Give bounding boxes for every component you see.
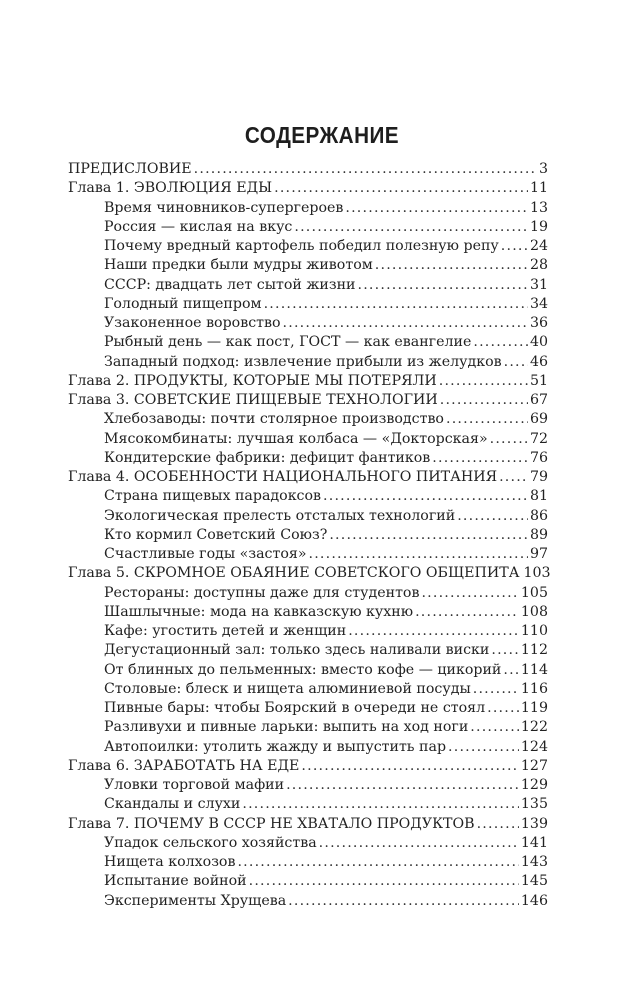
toc-section-entry [68,718,548,737]
dot-leader [288,892,519,911]
dot-leader [323,487,528,506]
toc-section-entry [68,487,548,506]
entry-title: Скандалы и слухи [104,796,241,813]
entry-page-number: 86 [529,507,548,524]
dot-leader [457,507,528,526]
toc-section-entry [68,449,548,468]
entry-page-number: 69 [529,411,548,428]
toc-section-entry [68,738,548,757]
entry-title: Страна пищевых парадоксов [104,488,322,505]
entry-title: Россия — кислая на вкус [104,218,293,235]
dot-leader [446,410,528,429]
entry-page-number: 139 [520,815,548,832]
dot-leader [491,641,519,660]
entry-title: Рыбный день — как пост, ГОСТ — как евангелие [104,334,472,351]
toc-chapter-entry [68,815,548,834]
entry-page-number: 31 [529,276,548,293]
entry-title: Глава 2. ПРОДУКТЫ, КОТОРЫЕ МЫ ПОТЕРЯЛИ [68,372,437,389]
toc-section-entry [68,584,548,603]
entry-title: Глава 3. СОВЕТСКИЕ ПИЩЕВЫЕ ТЕХНОЛОГИИ [68,392,438,408]
entry-title: Уловки торговой мафии [104,777,285,793]
entry-page-number: 72 [529,430,548,447]
page-title: СОДЕРЖАНИЕ [244,122,400,148]
entry-page-number: 112 [520,642,548,659]
dot-leader [503,661,519,680]
entry-title: Глава 6. ЗАРАБОТАТЬ НА ЕДЕ [68,757,300,774]
toc-section-entry [68,622,548,641]
entry-page-number: 141 [520,834,548,851]
entry-title: Хлебозаводы: почти столярное производство [104,411,444,428]
dot-leader [301,757,518,776]
toc-chapter-entry [68,757,548,776]
toc-chapter-entry [68,468,548,487]
entry-page-number: 103 [523,565,551,582]
dot-leader [286,776,519,795]
entry-page-number: 124 [520,738,548,755]
dot-leader [375,256,528,275]
toc-chapter-entry [68,179,548,198]
dot-leader [358,276,528,295]
dot-leader [329,526,528,545]
toc-section-entry [68,776,548,795]
entry-page-number: 114 [520,661,548,678]
entry-title: Кондитерские фабрики: дефицит фантиков [104,449,431,466]
entry-page-number: 145 [520,873,548,890]
entry-page-number: 79 [529,469,548,485]
toc-chapter-entry [68,391,548,410]
entry-page-number: 19 [529,218,548,235]
entry-page-number: 146 [520,892,548,909]
entry-page-number: 51 [529,372,548,389]
entry-title: Наши предки были мудры животом [104,257,373,274]
dot-leader [294,218,528,237]
entry-title: Экологическая прелесть отсталых технологий [104,507,456,524]
table-of-contents [68,160,551,911]
dot-leader [242,795,519,814]
toc-section-entry [68,430,548,449]
toc-section-entry [68,333,548,352]
entry-page-number: 108 [520,603,548,620]
dot-leader [249,872,519,891]
dot-leader [473,680,519,699]
dot-leader [421,584,518,603]
dot-leader [319,834,519,853]
toc-section-entry [68,661,548,680]
dot-leader [274,179,528,198]
dot-leader [473,333,528,352]
entry-page-number: 116 [520,680,548,697]
entry-title: Западный подход: извлечение прибыли из желудков [104,353,502,370]
entry-page-number: 34 [529,295,548,312]
entry-page-number: 40 [529,334,548,351]
dot-leader [499,468,528,487]
dot-leader [477,815,519,834]
toc-section-entry [68,872,548,891]
entry-title: Упадок сельского хозяйства [104,834,317,851]
toc-section-entry [68,507,548,526]
toc-section-entry [68,853,548,872]
dot-leader [440,391,528,410]
toc-section-entry [68,680,548,699]
dot-leader [415,603,519,622]
entry-title: От блинных до пельменных: вместо кофе — цикорий [104,661,502,678]
toc-section-entry [68,699,548,718]
entry-page-number: 122 [520,719,548,736]
entry-title: Столовые: блеск и нищета алюминиевой посуды [104,680,471,697]
entry-page-number: 28 [529,257,548,274]
entry-title: Автопоилки: утолить жажду и выпустить пар [104,738,447,755]
dot-leader [439,372,528,391]
entry-page-number: 46 [529,353,548,370]
entry-title: Глава 1. ЭВОЛЮЦИЯ ЕДЫ [68,180,273,197]
entry-title: Эксперименты Хрущева [104,892,287,909]
toc-chapter-entry [68,372,548,391]
dot-leader [345,199,528,218]
toc-section-entry [68,237,548,256]
dot-leader [470,718,519,737]
entry-page-number: 3 [538,161,548,177]
toc-section-entry [68,526,548,545]
entry-title: Разливухи и пивные ларьки: выпить на ход ноги [104,719,469,736]
entry-title: Шашлычные: мода на кавказскую кухню [104,603,414,620]
entry-title: Нищета колхозов [104,854,236,870]
entry-page-number: 135 [520,796,548,813]
entry-page-number: 119 [520,700,548,716]
entry-title: Кто кормил Советский Союз? [104,526,328,543]
dot-leader [309,545,528,564]
entry-page-number: 143 [520,854,548,870]
toc-section-entry [68,603,548,622]
entry-page-number: 110 [520,623,548,639]
dot-leader [448,738,519,757]
entry-page-number: 76 [529,449,548,466]
dot-leader [490,430,528,449]
toc-section-entry [68,295,548,314]
toc-section-entry [68,276,548,295]
dot-leader [504,353,528,372]
entry-title: Время чиновников-супергероев [104,199,344,216]
toc-chapter-entry [68,564,551,583]
toc-section-entry [68,641,548,660]
toc-chapter-entry [68,160,548,179]
entry-title: Счастливые годы «застоя» [104,546,307,562]
entry-page-number: 105 [520,584,548,601]
dot-leader [348,622,519,641]
entry-page-number: 97 [529,546,548,562]
entry-title: Глава 4. ОСОБЕННОСТИ НАЦИОНАЛЬНОГО ПИТАНИЯ [68,469,498,485]
entry-title: Мясокомбинаты: лучшая колбаса — «Докторская» [104,430,488,447]
toc-section-entry [68,892,548,911]
entry-title: Глава 5. СКРОМНОЕ ОБАЯНИЕ СОВЕТСКОГО ОБЩЕПИТА [68,565,520,582]
dot-leader [237,853,518,872]
entry-title: СССР: двадцать лет сытой жизни [104,276,356,293]
dot-leader [501,237,528,256]
toc-section-entry [68,353,548,372]
entry-page-number: 89 [529,526,548,543]
toc-section-entry [68,199,548,218]
toc-section-entry [68,218,548,237]
entry-page-number: 36 [529,315,548,331]
entry-title: ПРЕДИСЛОВИЕ [68,161,192,177]
entry-page-number: 24 [529,238,548,254]
entry-page-number: 129 [520,777,548,793]
toc-section-entry [68,314,548,333]
dot-leader [264,295,528,314]
entry-title: Почему вредный картофель победил полезную репу [104,238,499,254]
dot-leader [194,160,537,179]
toc-section-entry [68,795,548,814]
entry-title: Узаконенное воровство [104,315,281,331]
toc-section-entry [68,834,548,853]
dot-leader [487,699,519,718]
dot-leader [432,449,528,468]
toc-section-entry [68,545,548,564]
toc-section-entry [68,256,548,275]
entry-title: Пивные бары: чтобы Боярский в очереди не стоял [104,700,486,716]
entry-page-number: 67 [529,392,548,408]
entry-title: Голодный пищепром [104,295,262,312]
entry-page-number: 81 [529,488,548,505]
entry-title: Глава 7. ПОЧЕМУ В СССР НЕ ХВАТАЛО ПРОДУКТОВ [68,815,475,832]
toc-section-entry [68,410,548,429]
entry-title: Кафе: угостить детей и женщин [104,623,347,639]
entry-page-number: 13 [529,199,548,216]
entry-page-number: 127 [520,757,548,774]
entry-title: Испытание войной [104,873,247,890]
dot-leader [283,314,528,333]
entry-page-number: 11 [529,180,548,197]
entry-title: Рестораны: доступны даже для студентов [104,584,420,601]
entry-title: Дегустационный зал: только здесь наливали виски [104,642,490,659]
